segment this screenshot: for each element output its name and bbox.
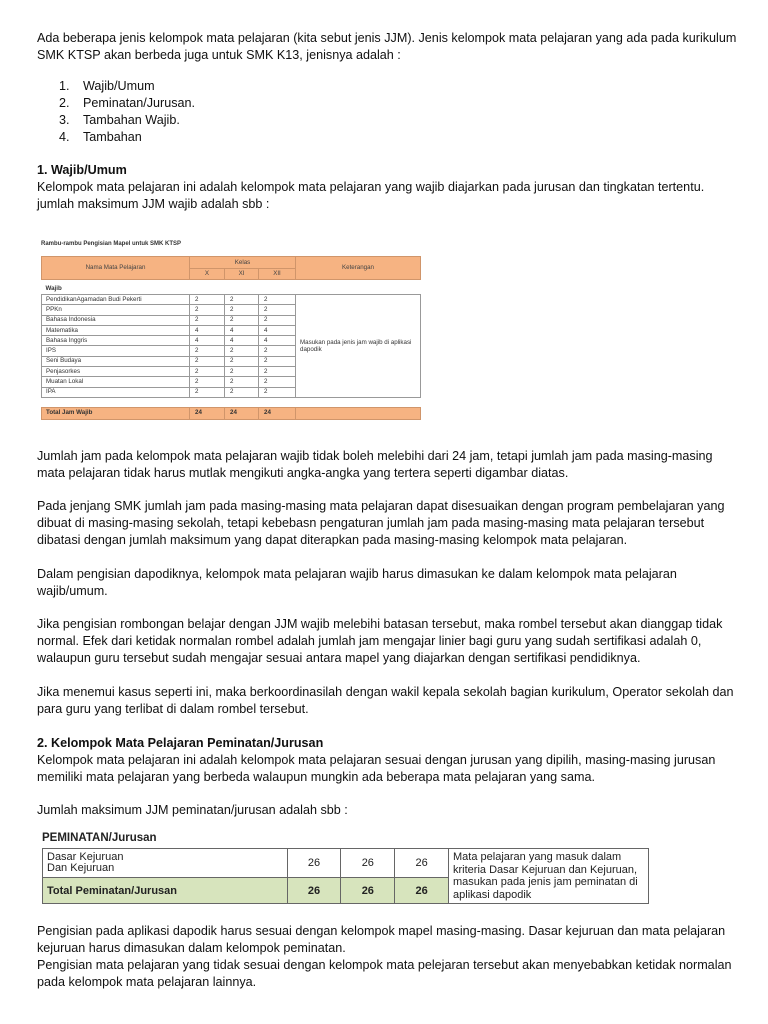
row1-label-a: Dasar Kejuruan	[47, 851, 124, 864]
col-ket-header: Keterangan	[296, 257, 421, 280]
col-kelas-header: Kelas	[190, 257, 296, 269]
table-row: Bahasa Indonesia 2 2 2	[42, 315, 421, 325]
paragraph: Jumlah jam pada kelompok mata pelajaran wajib tidak boleh melebihi dari 24 jam, tetapi jumlah jam pada masing-masing mata pelajaran tidak harus mutlak mengikuti angka-angka yang tertera seperti digambar diatas.	[37, 449, 713, 480]
jjm-type-list	[37, 78, 195, 146]
total-row: Total Peminatan/Jurusan 26 26 26	[43, 878, 649, 904]
section-label: Wajib	[45, 285, 62, 292]
table-row: Dasar Kejuruan Dan Kejuruan 26 26 26 Mata pelajaran yang masuk dalam kriteria Dasar Kejuruan dan Kejuruan, masukan pada jenis jam peminatan di aplikasi dapodik	[43, 849, 649, 878]
peminatan-note: Mata pelajaran yang masuk dalam kriteria Dasar Kejuruan dan Kejuruan, masukan pada jenis jam peminatan di aplikasi dapodik	[449, 849, 649, 904]
total-label: Total Peminatan/Jurusan	[43, 878, 288, 904]
section2-max: Jumlah maksimum JJM peminatan/jurusan adalah sbb :	[37, 803, 348, 817]
col-xi-header: XI	[225, 269, 259, 280]
intro-paragraph: Ada beberapa jenis kelompok mata pelajaran (kita sebut jenis JJM). Jenis kelompok mata pelajaran yang ada pada kurikulum SMK KTSP akan berbeda juga untuk SMK K13, jenisnya adalah :	[37, 31, 737, 62]
closing-paragraph: Pengisian pada aplikasi dapodik harus sesuai dengan kelompok mapel masing-masing. Dasar kejuruan dan mata pelajaran kejuruan harus dimasukan dalam kelompok peminatan.	[37, 924, 726, 955]
list-item: 4. Tambahan	[59, 130, 142, 144]
table-row: PPKn 2 2 2	[42, 305, 421, 315]
keterangan-note: Masukan pada jenis jam wajib di aplikasi dapodik	[296, 295, 421, 398]
total-label: Total Jam Wajib	[42, 407, 190, 419]
list-item: 2. Peminatan/Jurusan.	[59, 96, 196, 110]
wajib-hours-table-figure	[39, 238, 422, 443]
row1-label-b: Dan Kejuruan	[47, 862, 115, 875]
table-row: Bahasa Inggris 4 4 4	[42, 336, 421, 346]
table-row: PendidikanAgamadan Budi Pekerti 2 2 2 Masukan pada jenis jam wajib di aplikasi dapodik	[42, 295, 421, 305]
table2-caption: PEMINATAN/Jurusan	[42, 832, 157, 844]
paragraph: Jika pengisian rombongan belajar dengan JJM wajib melebihi batasan tersebut, maka rombel tersebut akan dianggap tidak normal. Efek dari ketidak normalan rombel adalah jumlah jam mengajar linier bagi guru yang sudah sertifikasi adalah 0, walaupun guru tersebut sudah mengajar sesuai antara mapel yang diajarkan dengan sertifikasi pendidiknya.	[37, 617, 723, 665]
list-item: 3. Tambahan Wajib.	[59, 113, 180, 127]
table-row: IPS 2 2 2	[42, 346, 421, 356]
section1-body: Kelompok mata pelajaran ini adalah kelompok mata pelajaran yang wajib diajarkan pada jurusan dan tingkatan tertentu. jumlah maksimum JJM wajib adalah sbb :	[37, 180, 705, 211]
section2-body: Kelompok mata pelajaran ini adalah kelompok mata pelajaran sesuai dengan jurusan yang dipilih, masing-masing jurusan memiliki mata pelajaran yang berbeda walaupun mungkin ada beberapa mata pelajaran yang sama.	[37, 753, 716, 784]
table-row: Penjasorkes 2 2 2	[42, 367, 421, 377]
col-xii-header: XII	[259, 269, 296, 280]
col-subject-header: Nama Mata Pelajaran	[42, 257, 190, 280]
total-row: Total Jam Wajib 24 24 24	[42, 407, 421, 419]
paragraph: Dalam pengisian dapodiknya, kelompok mata pelajaran wajib harus dimasukan ke dalam kelompok mata pelajaran wajib/umum.	[37, 567, 677, 598]
closing-paragraph: Pengisian mata pelajaran yang tidak sesuai dengan kelompok mata pelejaran tersebut akan menyebabkan ketidak normalan pada kelompok mata pelajaran lainnya.	[37, 958, 732, 989]
col-x-header: X	[190, 269, 225, 280]
table-row: Matematika 4 4 4	[42, 325, 421, 335]
list-item: 1. Wajib/Umum	[59, 79, 155, 93]
peminatan-table	[42, 848, 649, 904]
table-row: IPA 2 2 2	[42, 387, 421, 397]
table-row: Seni Budaya 2 2 2	[42, 356, 421, 366]
peminatan-table-figure	[39, 830, 651, 910]
paragraph: Pada jenjang SMK jumlah jam pada masing-masing mata pelajaran dapat disesuaikan dengan program pembelajaran yang dibuat di masing-masing sekolah, tetapi kebebasn pengaturan jumlah jam pada masing-masing mata pelajaran tersebut dibatasi dengan jumlah maksimum yang dapat diterapkan pada masing-masing kelompok mata pelajaran.	[37, 499, 725, 547]
table-row: Muatan Lokal 2 2 2	[42, 377, 421, 387]
paragraph: Jika menemui kasus seperti ini, maka berkoordinasilah dengan wakil kepala sekolah bagian kurikulum, Operator sekolah dan para guru yang terlibat di dalam rombel tersebut.	[37, 685, 734, 716]
table1-caption: Rambu-rambu Pengisian Mapel untuk SMK KTSP	[41, 241, 182, 247]
wajib-hours-table	[41, 256, 421, 420]
section1-heading: 1. Wajib/Umum	[37, 163, 127, 177]
section2-heading: 2. Kelompok Mata Pelajaran Peminatan/Jurusan	[37, 736, 324, 750]
